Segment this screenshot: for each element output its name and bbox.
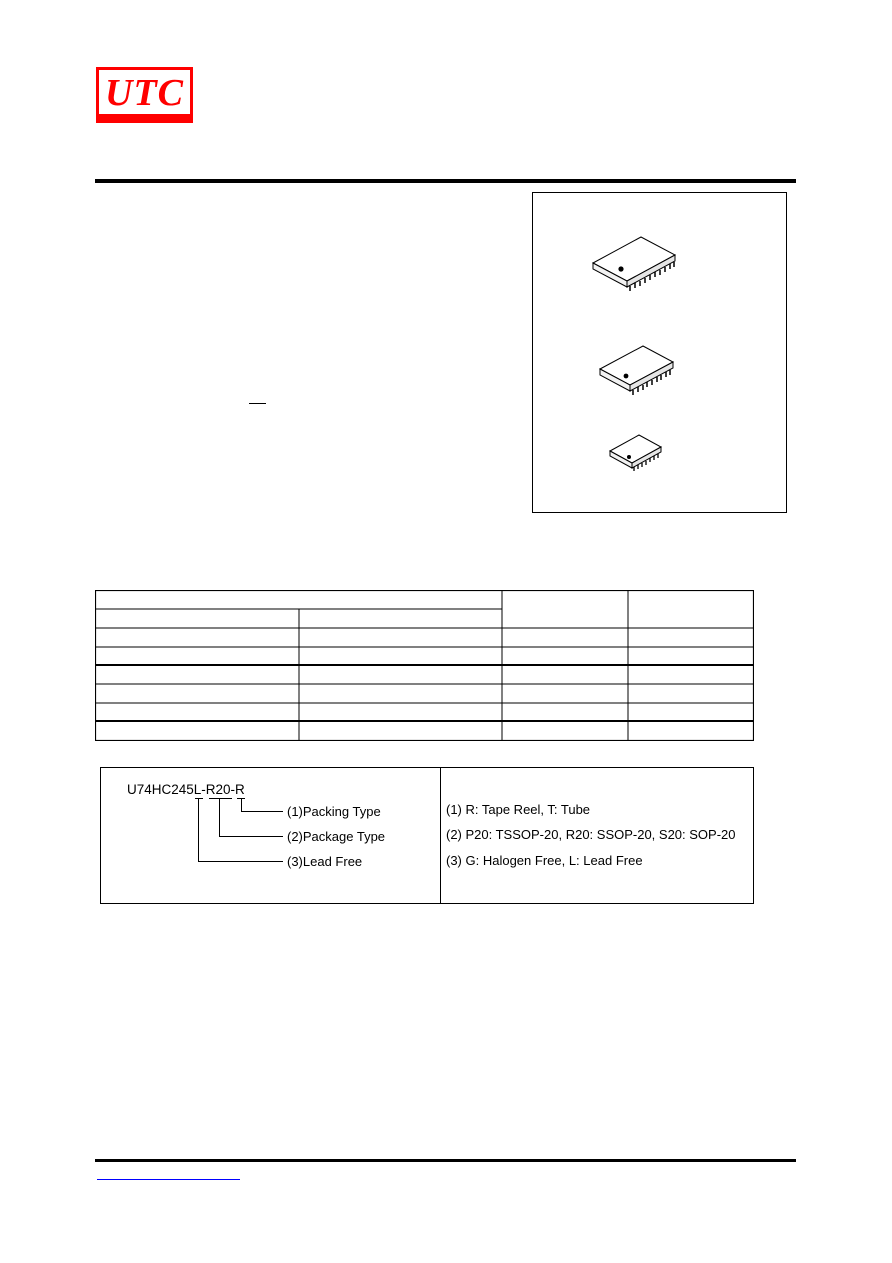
leader-package-h (219, 836, 283, 837)
leader-packing-v (241, 798, 242, 811)
ordering-table (95, 590, 754, 741)
ordering-code-box (100, 767, 754, 904)
desc-package-type: (2) P20: TSSOP-20, R20: SSOP-20, S20: SOP-20 (446, 827, 736, 842)
ic-package-icon (600, 346, 673, 395)
ordering-table-grid (95, 590, 754, 741)
header-rule (95, 179, 796, 183)
underline-package (209, 798, 232, 799)
leader-lead-h (198, 861, 283, 862)
ic-package-icon (593, 237, 675, 291)
leader-packing-h (241, 811, 283, 812)
desc-lead-free: (3) G: Halogen Free, L: Lead Free (446, 853, 643, 868)
ic-package-icon (610, 435, 661, 471)
logo-text: UTC (105, 72, 184, 114)
utc-logo (96, 67, 193, 123)
label-packing-type: (1)Packing Type (287, 804, 381, 819)
footer-link-underline (97, 1179, 240, 1180)
signal-overbar (249, 403, 266, 404)
part-number: U74HC245L-R20-R (127, 782, 245, 797)
leader-package-v (219, 798, 220, 836)
package-illustrations (533, 193, 788, 514)
footer-website-link[interactable] (97, 1168, 240, 1180)
leader-lead-v (198, 798, 199, 861)
underline-lead (195, 798, 203, 799)
package-box (532, 192, 787, 513)
label-package-type: (2)Package Type (287, 829, 386, 844)
label-lead-free: (3)Lead Free (287, 854, 363, 869)
desc-packing-type: (1) R: Tape Reel, T: Tube (446, 802, 591, 817)
footer-rule (95, 1159, 796, 1162)
box-divider (440, 768, 441, 903)
